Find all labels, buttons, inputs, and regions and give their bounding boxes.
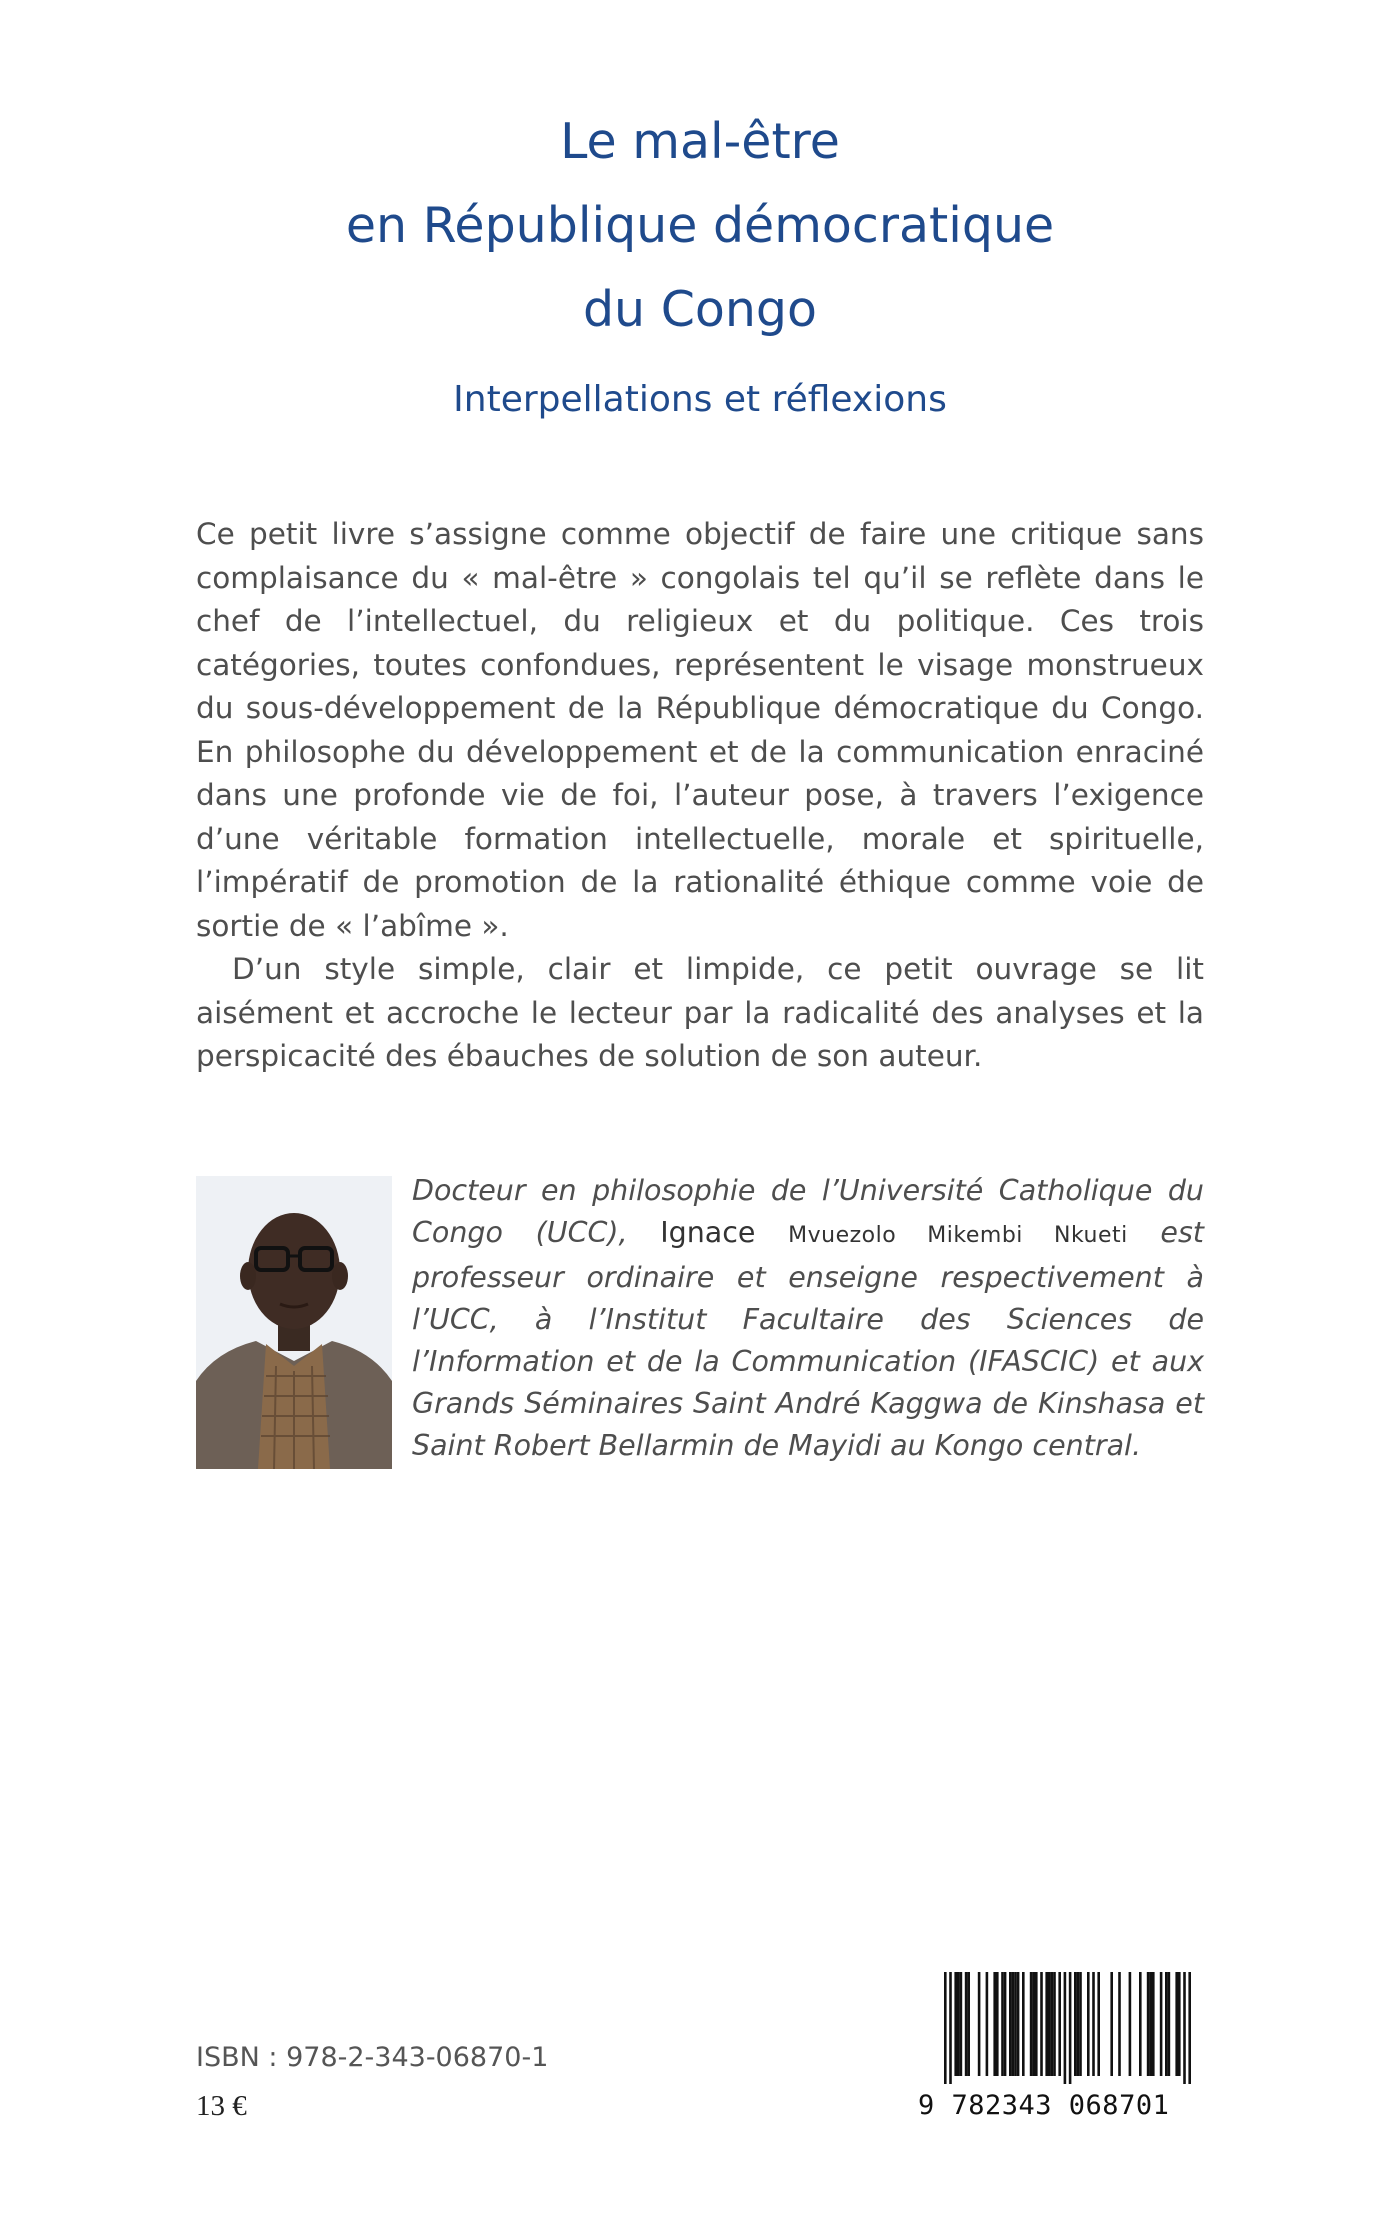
author-last-name: Mvuezolo Mikembi Nkueti xyxy=(788,1223,1128,1248)
barcode-bar xyxy=(1149,1972,1152,2076)
barcode-bar xyxy=(1045,1972,1048,2076)
book-title xyxy=(0,100,1400,352)
barcode-bar xyxy=(1058,1972,1061,2076)
barcode-bar xyxy=(1168,1972,1171,2076)
barcode-bar xyxy=(1152,1972,1155,2076)
barcode-bars xyxy=(918,1972,1204,2084)
barcode-bar xyxy=(996,1972,999,2076)
summary-paragraph-2: D’un style simple, clair et limpide, ce petit ouvrage se lit aisément et accroche le lecteur par la radicalité des analyses et la perspicacité des ébauches de solution de son auteur. xyxy=(196,952,1204,1073)
bio-details: est professeur ordinaire et enseigne respectivement à l’UCC, à l’Institut Facultaire des Sciences de l’Information et de la Communication (IFASCIC) et aux Grands Séminaires Saint André Kaggwa de Kinshasa et Saint Robert Bellarmin de Mayidi au Kongo central. xyxy=(412,1216,1204,1462)
barcode-bar xyxy=(1175,1972,1178,2076)
barcode-bar xyxy=(1074,1972,1077,2076)
author-photo xyxy=(196,1176,392,1469)
barcode-bar xyxy=(1017,1972,1020,2076)
title-line-3: du Congo xyxy=(582,281,818,338)
barcode-bar xyxy=(1064,1972,1067,2084)
barcode-bar xyxy=(1012,1972,1015,2076)
barcode-bar xyxy=(1092,1972,1095,2076)
barcode-bar xyxy=(1087,1972,1090,2076)
barcode-bar xyxy=(960,1972,963,2076)
barcode-bar xyxy=(1118,1972,1121,2076)
barcode-bar xyxy=(978,1972,981,2076)
barcode-bar xyxy=(986,1972,989,2076)
author-portrait-image xyxy=(196,1176,392,1469)
barcode-bar xyxy=(965,1972,968,2076)
isbn-label: ISBN : 978-2-343-06870-1 xyxy=(196,2042,549,2073)
barcode-bar xyxy=(1165,1972,1168,2076)
author-bio xyxy=(412,1170,1204,1467)
barcode-bar xyxy=(1004,1972,1007,2076)
bio-intro: Docteur en philosophie de l’Université Catholique du Congo (UCC), xyxy=(412,1174,1204,1249)
barcode-bar xyxy=(957,1972,960,2076)
barcode-bar xyxy=(1183,1972,1186,2084)
barcode-bar xyxy=(1051,1972,1054,2076)
author-name xyxy=(660,1216,1128,1249)
summary-paragraph-1: Ce petit livre s’assigne comme objectif de faire une critique sans complaisance du « mal-être » congolais tel qu’il se reflète dans le chef de l’intellectuel, du religieux et du politique. Ces trois catégories, toutes confondues, représentent le visage monstrueux du sous-développement de la République démocratique du Congo. En philosophe du développement et de la communication enraciné dans une profonde vie de foi, l’auteur pose, à travers l’exigence d’une véritable formation intellectuelle, morale et spirituelle, l’impératif de promotion de la rationalité éthique comme voie de sortie de « l’abîme ». xyxy=(196,517,1204,943)
author-first-name: Ignace xyxy=(660,1216,789,1249)
barcode-bar xyxy=(1048,1972,1051,2076)
barcode-bar xyxy=(1110,1972,1113,2076)
barcode-bar xyxy=(1178,1972,1181,2076)
barcode-bar xyxy=(1069,1972,1072,2084)
barcode-bar xyxy=(1014,1972,1017,2076)
barcode-bar xyxy=(967,1972,970,2076)
barcode-bar xyxy=(1040,1972,1043,2076)
title-line-2: en République démocratique xyxy=(345,197,1055,254)
barcode xyxy=(918,1972,1204,2158)
barcode-bar xyxy=(1079,1972,1082,2076)
barcode-bar xyxy=(949,1972,952,2084)
title-line-1: Le mal-être xyxy=(560,113,840,170)
barcode-bar xyxy=(993,1972,996,2076)
barcode-bar xyxy=(1147,1972,1150,2076)
summary-text xyxy=(196,513,1204,1079)
barcode-bar xyxy=(1077,1972,1080,2076)
barcode-bar xyxy=(954,1972,957,2076)
barcode-bar xyxy=(1009,1972,1012,2076)
price-label: 13 € xyxy=(196,2090,247,2122)
barcode-bar xyxy=(1030,1972,1033,2076)
barcode-digits: 9 782343 068701 xyxy=(918,2090,1170,2121)
barcode-bar xyxy=(1022,1972,1025,2076)
barcode-bar xyxy=(1001,1972,1004,2076)
barcode-bar xyxy=(1032,1972,1035,2076)
barcode-bar xyxy=(1053,1972,1056,2076)
book-subtitle: Interpellations et réflexions xyxy=(453,379,947,420)
barcode-bar xyxy=(1097,1972,1100,2076)
barcode-bar xyxy=(1188,1972,1191,2084)
barcode-bar xyxy=(1035,1972,1038,2076)
barcode-bar xyxy=(1129,1972,1132,2076)
barcode-bar xyxy=(944,1972,947,2084)
barcode-bar xyxy=(1160,1972,1163,2076)
barcode-bar xyxy=(1139,1972,1142,2076)
